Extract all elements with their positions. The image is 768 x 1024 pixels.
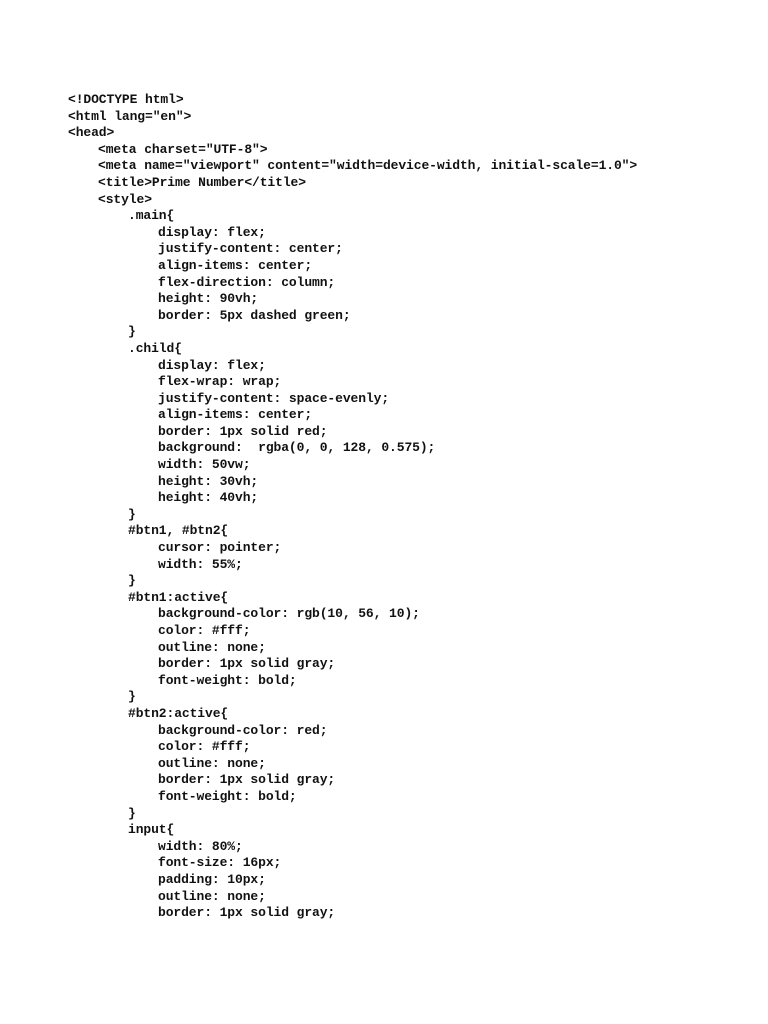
code-line: input{ — [128, 822, 175, 838]
code-line: <head> — [68, 125, 115, 141]
code-line: justify-content: center; — [158, 241, 343, 257]
code-line: } — [128, 506, 136, 522]
code-line: align-items: center; — [158, 257, 313, 273]
code-line: background: rgba(0, 0, 128, 0.575); — [158, 440, 436, 456]
code-line: } — [128, 573, 136, 589]
code-line: #btn1, #btn2{ — [128, 523, 229, 539]
code-line: height: 40vh; — [158, 490, 259, 506]
code-line: align-items: center; — [158, 407, 313, 423]
code-line: height: 30vh; — [158, 473, 259, 489]
code-line: background-color: rgb(10, 56, 10); — [158, 606, 420, 622]
code-line: height: 90vh; — [158, 291, 259, 307]
code-line: font-weight: bold; — [158, 672, 297, 688]
code-line: <meta name="viewport" content="width=device-width, initial-scale=1.0"> — [98, 158, 638, 174]
code-line: <style> — [98, 191, 152, 207]
code-line: width: 80%; — [158, 838, 243, 854]
code-line: } — [128, 689, 136, 705]
code-line: #btn1:active{ — [128, 589, 229, 605]
code-line: color: #fff; — [158, 739, 251, 755]
code-line: border: 1px solid gray; — [158, 772, 336, 788]
code-line: flex-direction: column; — [158, 274, 336, 290]
code-line: width: 55%; — [158, 556, 243, 572]
code-line: <html lang="en"> — [68, 108, 192, 124]
code-line: <meta charset="UTF-8"> — [98, 141, 268, 157]
code-line: #btn2:active{ — [128, 705, 229, 721]
code-line: border: 5px dashed green; — [158, 307, 351, 323]
code-line: flex-wrap: wrap; — [158, 374, 282, 390]
code-line: border: 1px solid gray; — [158, 656, 336, 672]
code-line: <!DOCTYPE html> — [68, 92, 184, 107]
code-line: font-size: 16px; — [158, 855, 282, 871]
code-line: .child{ — [128, 340, 182, 356]
code-line: display: flex; — [158, 224, 266, 240]
code-line: outline: none; — [158, 888, 266, 904]
code-line: } — [128, 324, 136, 340]
code-line: color: #fff; — [158, 623, 251, 638]
code-line: justify-content: space-evenly; — [158, 390, 390, 406]
code-line: font-weight: bold; — [158, 788, 297, 804]
code-line: display: flex; — [158, 357, 266, 373]
code-listing — [68, 92, 748, 922]
code-line: <title>Prime Number</title> — [98, 174, 306, 190]
code-line: border: 1px solid gray; — [158, 905, 336, 921]
code-line: padding: 10px; — [158, 871, 266, 887]
code-line: outline: none; — [158, 639, 266, 655]
code-line: background-color: red; — [158, 722, 328, 738]
code-line: width: 50vw; — [158, 457, 251, 473]
code-line: outline: none; — [158, 755, 266, 771]
code-line: .main{ — [128, 208, 175, 224]
code-line: cursor: pointer; — [158, 540, 282, 556]
code-line: border: 1px solid red; — [158, 423, 328, 439]
code-line: } — [128, 805, 136, 821]
